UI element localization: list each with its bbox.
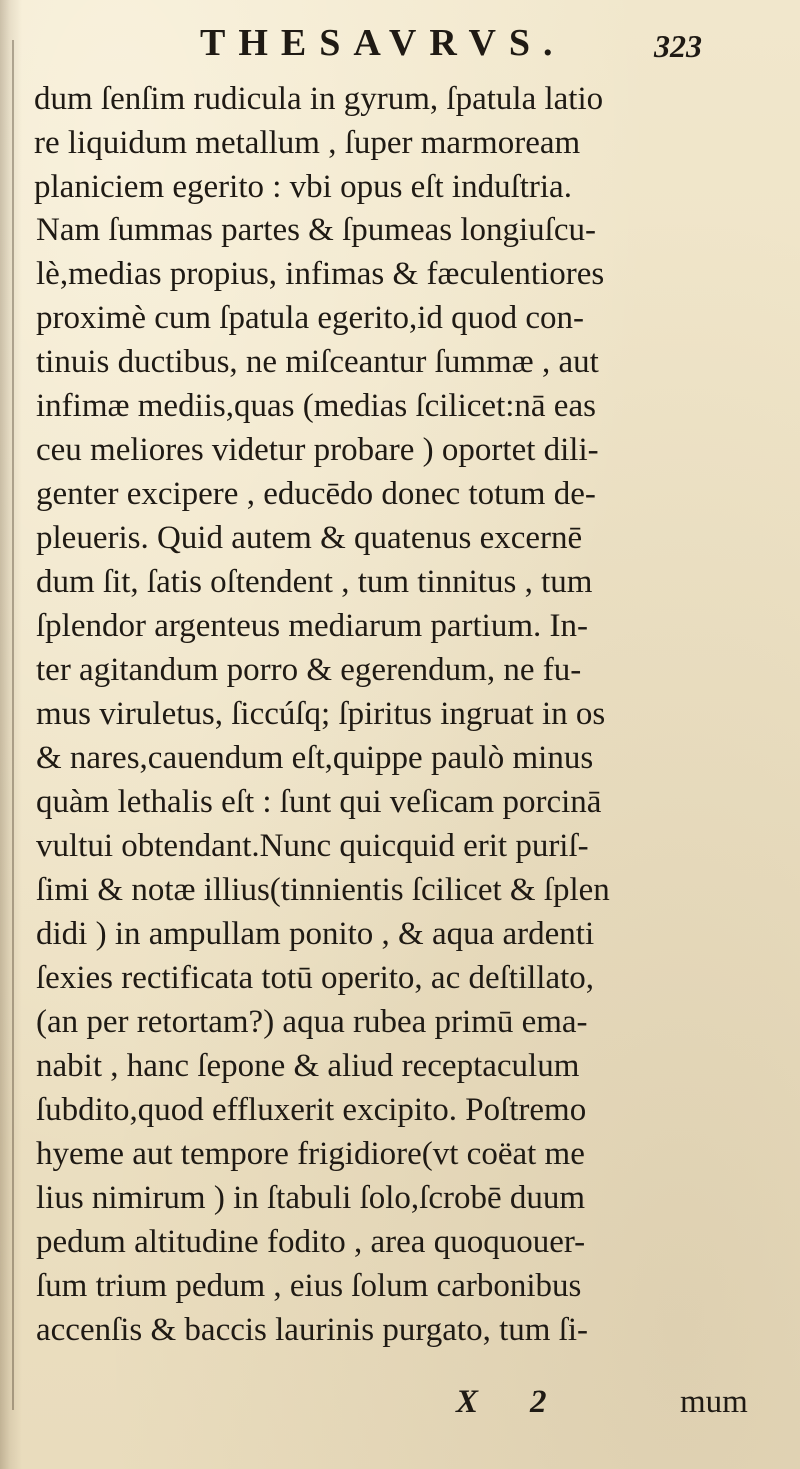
text-line: re liquidum metallum , ſuper marmoream <box>34 125 581 161</box>
text-line: pedum altitudine fodito , area quoquouer- <box>36 1224 586 1260</box>
text-line: ſimi & notæ illius(tinnientis ſcilicet & ſplen <box>36 872 610 908</box>
text-line: proximè cum ſpatula egerito,id quod con- <box>36 300 585 336</box>
page-header <box>0 18 800 78</box>
text-line: accenſis & baccis laurinis purgato, tum ſi- <box>36 1312 588 1348</box>
gutter-edge-line <box>12 40 14 1410</box>
text-line: mus viruletus, ſiccúſq; ſpiritus ingruat in os <box>36 696 606 732</box>
text-line: ſexies rectificata totū operito, ac deſtillato, <box>36 960 595 996</box>
text-line: planiciem egerito : vbi opus eſt induſtria. <box>34 169 572 205</box>
text-line: nabit , hanc ſepone & aliud receptaculum <box>36 1048 580 1084</box>
text-line: vultui obtendant.Nunc quicquid erit puriſ- <box>36 828 589 864</box>
text-line: quàm lethalis eſt : ſunt qui veſicam porcinā <box>36 784 602 820</box>
text-line: & nares,cauendum eſt,quippe paulò minus <box>36 740 594 776</box>
binding-gutter <box>0 0 22 1469</box>
signature-mark-number: 2 <box>530 1384 547 1420</box>
running-title: THESAVRVS. <box>200 22 566 64</box>
text-line: hyeme aut tempore frigidiore(vt coëat me <box>36 1136 585 1172</box>
text-line: (an per retortam?) aqua rubea primū ema- <box>36 1004 588 1040</box>
text-line: lè,medias propius, infimas & fæculentiores <box>36 256 605 292</box>
text-line: ſubdito,quod effluxerit excipito. Poſtremo <box>36 1092 587 1128</box>
text-line: didi ) in ampullam ponito , & aqua ardenti <box>36 916 595 952</box>
text-line: infimæ mediis,quas (medias ſcilicet:nā eas <box>36 388 596 424</box>
text-line: ſum trium pedum , eius ſolum carbonibus <box>36 1268 582 1304</box>
text-line: ceu meliores videtur probare ) oportet dili- <box>36 432 599 468</box>
text-line: lius nimirum ) in ſtabuli ſolo,ſcrobē duum <box>36 1180 586 1216</box>
text-line: ſplendor argenteus mediarum partium. In- <box>36 608 588 644</box>
text-line: ter agitandum porro & egerendum, ne fu- <box>36 652 582 688</box>
signature-mark-letter: X <box>456 1384 479 1420</box>
text-line: dum ſit, ſatis oſtendent , tum tinnitus , tum <box>36 564 593 600</box>
text-line: dum ſenſim rudicula in gyrum, ſpatula latio <box>34 81 604 117</box>
text-line: Nam ſummas partes & ſpumeas longiuſcu- <box>36 212 596 248</box>
catchword: mum <box>680 1384 748 1420</box>
text-line: pleueris. Quid autem & quatenus excernē <box>36 520 583 556</box>
text-line: tinuis ductibus, ne miſceantur ſummæ , aut <box>36 344 599 380</box>
page-footer <box>0 1380 800 1430</box>
page-number: 323 <box>654 28 702 64</box>
text-line: genter excipere , educēdo donec totum de- <box>36 476 596 512</box>
